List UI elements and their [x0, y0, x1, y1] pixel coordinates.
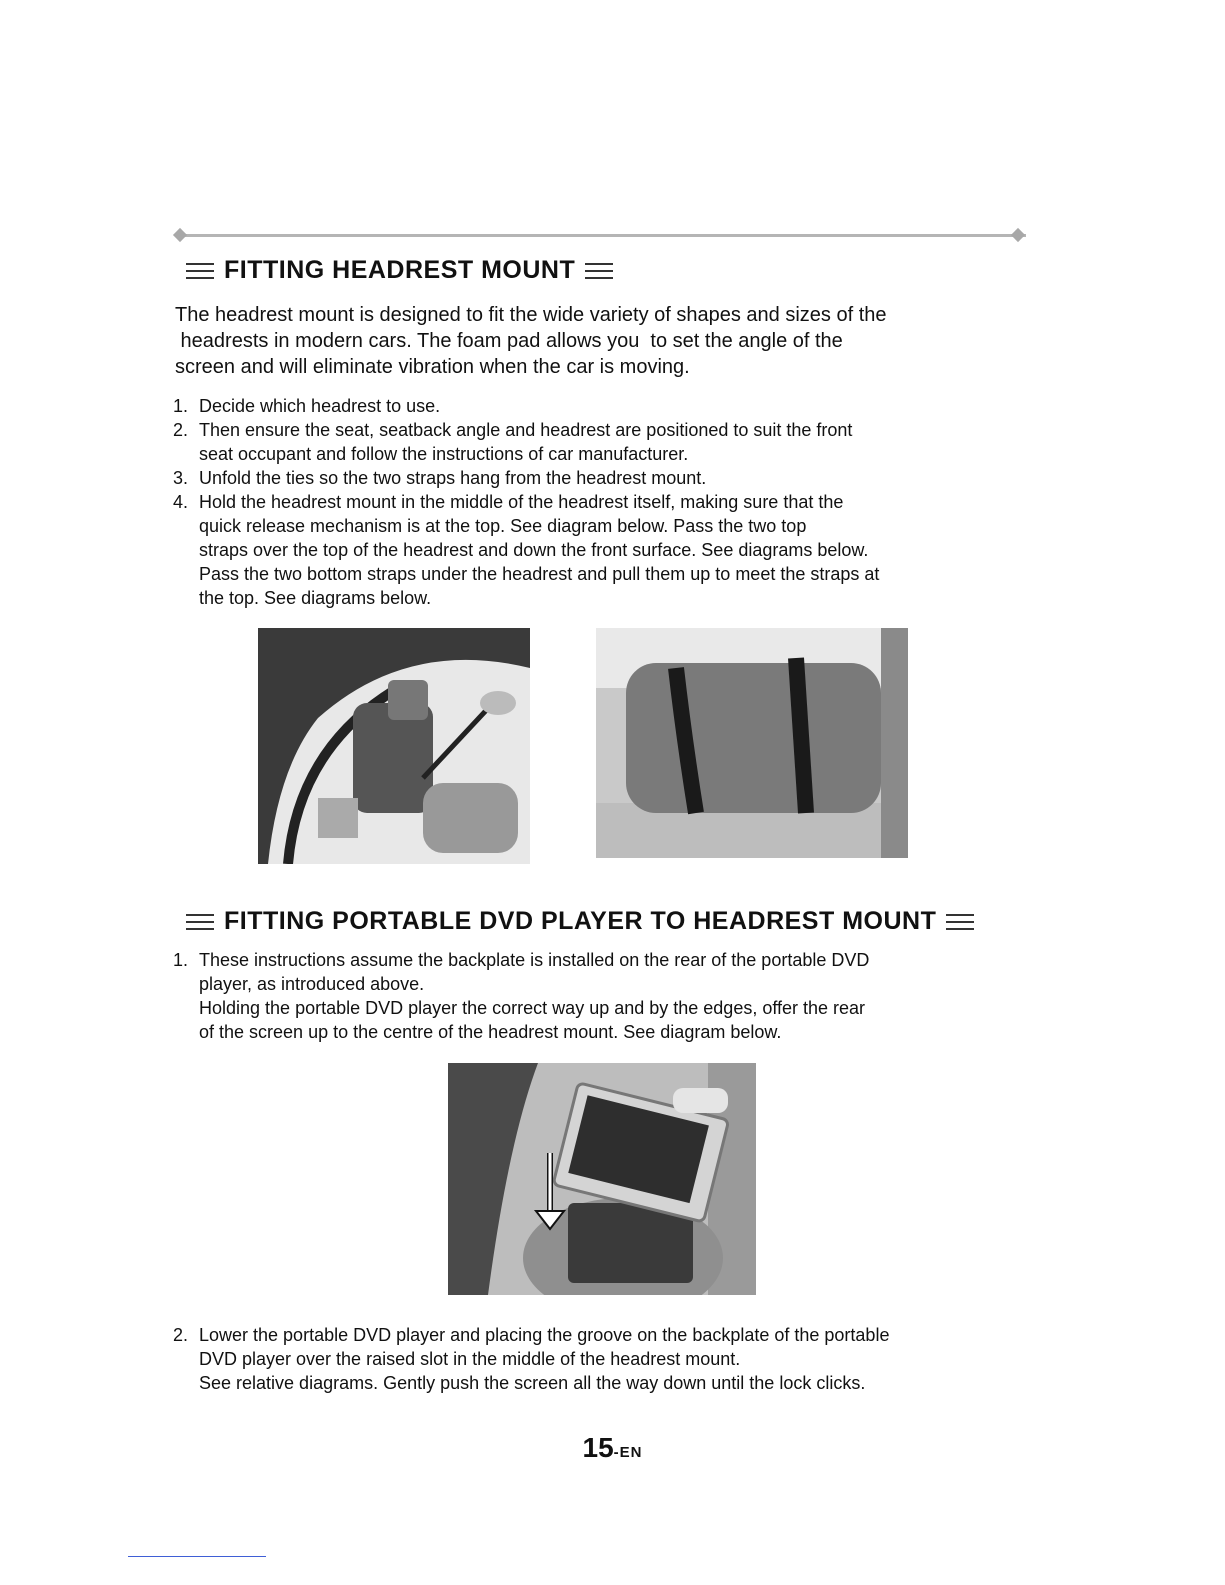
list-item — [173, 394, 1033, 418]
step-line: of the screen up to the centre of the headrest mount. See diagram below. — [199, 1022, 782, 1042]
section1-steps — [173, 394, 1033, 610]
step-line: Holding the portable DVD player the correct way up and by the edges, offer the rear — [199, 998, 866, 1018]
page-number — [0, 1432, 1225, 1464]
footer-underline — [128, 1556, 266, 1557]
divider-diamond-left — [173, 228, 187, 242]
step-number: 1. — [173, 396, 189, 416]
headrest-mount-illustration — [258, 628, 530, 864]
list-item — [173, 1323, 1033, 1395]
step-line: Hold the headrest mount in the middle of the headrest itself, making sure that the — [199, 492, 844, 512]
step-line: Lower the portable DVD player and placing the groove on the backplate of the portable — [199, 1325, 890, 1345]
section2-step2 — [173, 1323, 1033, 1395]
page-number-suffix: -EN — [613, 1444, 643, 1461]
heading-bars-icon — [186, 263, 214, 279]
step-line: quick release mechanism is at the top. See diagram below. Pass the two top — [199, 516, 807, 536]
intro-line: headrests in modern cars. The foam pad allows you to set the angle of the — [175, 330, 843, 352]
divider-diamond-right — [1011, 228, 1025, 242]
step-number: 1. — [173, 950, 189, 970]
step-line: straps over the top of the headrest and down the front surface. See diagrams below. — [199, 540, 869, 560]
step-line: These instructions assume the backplate is installed on the rear of the portable DVD — [199, 950, 870, 970]
section1-title: FITTING HEADREST MOUNT — [224, 256, 576, 284]
step-line: DVD player over the raised slot in the middle of the headrest mount. — [199, 1349, 741, 1369]
section2-step1 — [173, 948, 1033, 1044]
intro-line: screen and will eliminate vibration when the car is moving. — [175, 356, 690, 378]
step-number: 2. — [173, 1325, 189, 1345]
step-number: 4. — [173, 492, 189, 512]
dvd-player-mount-illustration — [448, 1063, 756, 1295]
step-line: See relative diagrams. Gently push the screen all the way down until the lock clicks. — [199, 1373, 866, 1393]
step-line: Then ensure the seat, seatback angle and headrest are positioned to suit the front — [199, 420, 853, 440]
step-line: Decide which headrest to use. — [199, 396, 441, 416]
step-line: seat occupant and follow the instructions of car manufacturer. — [199, 444, 689, 464]
list-item — [173, 948, 1033, 1044]
heading-bars-icon — [946, 914, 974, 930]
step-line: the top. See diagrams below. — [199, 588, 432, 608]
dvd-player-mount-photo — [448, 1063, 756, 1295]
section2-heading — [186, 907, 974, 936]
heading-bars-icon — [186, 914, 214, 930]
heading-bars-icon — [585, 263, 613, 279]
list-item — [173, 418, 1033, 466]
section1-heading — [186, 256, 613, 285]
step-number: 3. — [173, 468, 189, 488]
step-line: player, as introduced above. — [199, 974, 425, 994]
headrest-straps-photo — [596, 628, 908, 858]
intro-line: The headrest mount is designed to fit the wide variety of shapes and sizes of the — [175, 304, 887, 326]
list-item — [173, 466, 1033, 490]
list-item — [173, 490, 1033, 610]
headrest-mount-photo — [258, 628, 530, 864]
step-line: Pass the two bottom straps under the headrest and pull them up to meet the straps at — [199, 564, 880, 584]
page-number-value: 15 — [582, 1432, 614, 1463]
section2-title: FITTING PORTABLE DVD PLAYER TO HEADREST MOUNT — [224, 907, 937, 935]
top-divider — [180, 234, 1026, 237]
step-number: 2. — [173, 420, 189, 440]
section1-intro — [175, 302, 1025, 380]
step-line: Unfold the ties so the two straps hang from the headrest mount. — [199, 468, 707, 488]
headrest-straps-illustration — [596, 628, 908, 858]
